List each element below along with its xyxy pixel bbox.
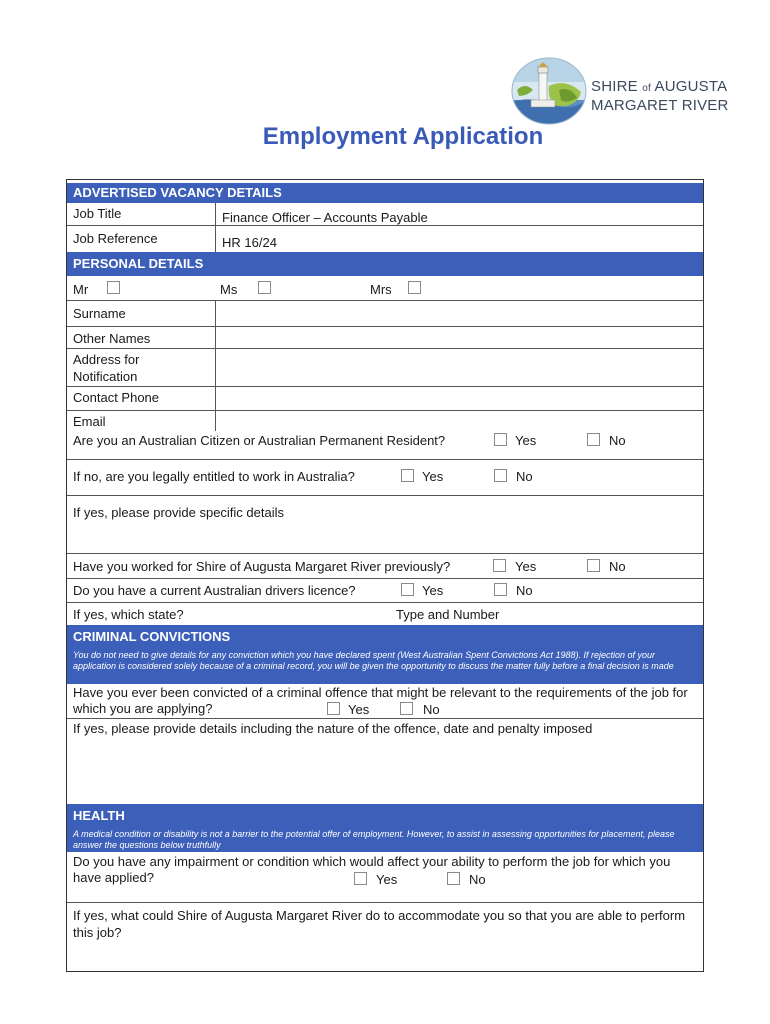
email-input[interactable] [216, 410, 703, 431]
health-no-label: No [469, 872, 486, 887]
logo-wordmark: SHIRE of AUGUSTA MARGARET RIVER [591, 78, 729, 114]
row-health-q1 [67, 852, 703, 902]
vacancy-divider [215, 203, 216, 252]
section-header-vacancy: ADVERTISED VACANCY DETAILS [67, 183, 703, 203]
row-entitled [67, 459, 703, 495]
licence-yes-label: Yes [422, 583, 444, 598]
health-yes-label: Yes [376, 872, 398, 887]
citizen-yes-checkbox[interactable] [494, 433, 507, 446]
row-specific-details[interactable] [67, 495, 703, 553]
job-reference-label: Job Reference [73, 231, 158, 246]
section-header-criminal: CRIMINAL CONVICTIONS [67, 625, 703, 649]
licence-yes-checkbox[interactable] [401, 583, 414, 596]
specific-details-label: If yes, please provide specific details [73, 505, 284, 520]
mrs-label: Mrs [370, 282, 392, 297]
licence-state-label: If yes, which state? [73, 607, 184, 622]
row-licence [67, 578, 703, 602]
row-criminal-q1 [67, 684, 703, 718]
licence-no-checkbox[interactable] [494, 583, 507, 596]
contact-phone-label: Contact Phone [73, 390, 160, 405]
licence-type-number-label: Type and Number [396, 607, 500, 622]
criminal-no-label: No [423, 702, 440, 717]
job-reference-value[interactable]: HR 16/24 [222, 235, 277, 250]
ms-checkbox[interactable] [258, 281, 271, 294]
citizen-no-checkbox[interactable] [587, 433, 600, 446]
mr-checkbox[interactable] [107, 281, 120, 294]
job-title-value[interactable]: Finance Officer – Accounts Payable [222, 210, 428, 225]
surname-label: Surname [73, 306, 126, 321]
row-criminal-details[interactable] [67, 718, 703, 804]
health-yes-checkbox[interactable] [354, 872, 367, 885]
health-note: A medical condition or disability is not a barrier to the potential offer of employment. However, to assist in assessing opportunities for placement, please answer the questions below truthfully [67, 828, 703, 852]
entitled-no-label: No [516, 469, 533, 484]
licence-no-label: No [516, 583, 533, 598]
contact-phone-input[interactable] [216, 386, 703, 410]
entitled-no-checkbox[interactable] [494, 469, 507, 482]
worked-yes-checkbox[interactable] [493, 559, 506, 572]
row-health-accommodate[interactable] [67, 902, 703, 972]
entitled-yes-checkbox[interactable] [401, 469, 414, 482]
row-worked-previously [67, 553, 703, 578]
criminal-yes-checkbox[interactable] [327, 702, 340, 715]
worked-previously-question: Have you worked for Shire of Augusta Margaret River previously? [73, 559, 451, 574]
entitled-yes-label: Yes [422, 469, 444, 484]
citizen-question: Are you an Australian Citizen or Australian Permanent Resident? [73, 433, 446, 448]
other-names-label: Other Names [73, 331, 151, 346]
mr-label: Mr [73, 282, 89, 297]
address-input[interactable] [216, 348, 703, 386]
shire-logo [511, 56, 733, 126]
worked-no-checkbox[interactable] [587, 559, 600, 572]
worked-yes-label: Yes [515, 559, 537, 574]
row-job-title [67, 203, 703, 225]
row-job-reference [67, 225, 703, 252]
job-title-label: Job Title [73, 206, 122, 221]
criminal-no-checkbox[interactable] [400, 702, 413, 715]
criminal-details-label: If yes, please provide details including the nature of the offence, date and penalty imposed [73, 721, 593, 736]
licence-question: Do you have a current Australian drivers licence? [73, 583, 356, 598]
address-label: Address for Notification [73, 352, 140, 384]
section-header-health: HEALTH [67, 804, 703, 828]
shire-lighthouse-logo-icon [511, 56, 587, 126]
section-header-personal: PERSONAL DETAILS [67, 252, 703, 276]
criminal-question: Have you ever been convicted of a criminal offence that might be relevant to the requirements of the job for which you are applying? [73, 685, 688, 716]
ms-label: Ms [220, 282, 238, 297]
citizen-yes-label: Yes [515, 433, 537, 448]
row-licence-state[interactable] [67, 602, 703, 625]
row-citizen [67, 431, 703, 459]
mrs-checkbox[interactable] [408, 281, 421, 294]
email-label: Email [73, 414, 106, 429]
worked-no-label: No [609, 559, 626, 574]
criminal-note: You do not need to give details for any conviction which you have declared spent (West Australian Spent Convictions Act 1988). If rejection of your application is considered solely because of a criminal record, you will be given the opportunity to discuss the matter fully before a final decision is made [67, 649, 703, 684]
citizen-no-label: No [609, 433, 626, 448]
entitled-question: If no, are you legally entitled to work in Australia? [73, 469, 355, 484]
application-form [66, 179, 704, 972]
row-title-options [67, 276, 703, 300]
health-question: Do you have any impairment or condition which would affect your ability to perform the job for which you have applied? [73, 854, 671, 885]
page-title: Employment Application [262, 123, 544, 150]
health-no-checkbox[interactable] [447, 872, 460, 885]
surname-input[interactable] [216, 300, 703, 326]
other-names-input[interactable] [216, 326, 703, 348]
health-accommodate-label: If yes, what could Shire of Augusta Margaret River do to accommodate you so that you are able to perform this job? [73, 908, 686, 940]
criminal-yes-label: Yes [348, 702, 370, 717]
